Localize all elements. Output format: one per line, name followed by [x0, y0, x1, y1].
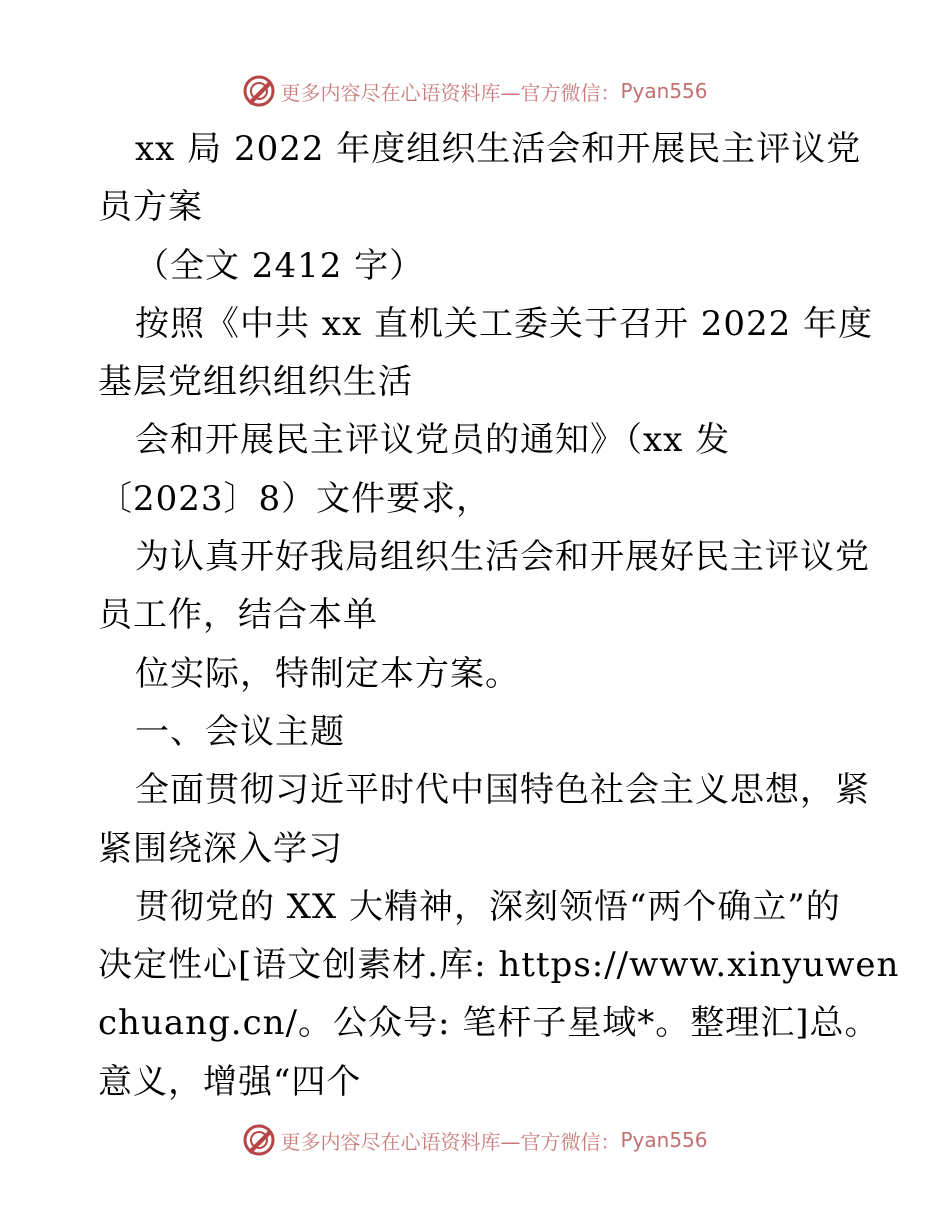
document-line: 基层党组织组织生活 [98, 362, 413, 403]
document-line: 员工作，结合本单 [98, 595, 378, 636]
document-line: 按照《中共 xx 直机关工委关于召开 2022 年度 [135, 303, 874, 344]
document-line: 意义，增强“四个 [98, 1061, 362, 1102]
document-line: （全文 2412 字） [135, 245, 425, 286]
document-line: chuang.cn/。公众号: 笔杆子星域*。整理汇]总。 [98, 1003, 880, 1044]
pen-logo-icon [242, 74, 276, 108]
document-line: xx 局 2022 年度组织生活会和开展民主评议党 [135, 129, 862, 169]
banner-wechat-id: Pyan556 [620, 1128, 708, 1152]
banner-text: 更多内容尽在心语资料库—官方微信： [280, 80, 621, 105]
section-heading: 一、会议主题 [135, 711, 345, 752]
document-line: 〔2023〕8）文件要求， [98, 478, 492, 519]
document-body [98, 120, 900, 1111]
document-line: 员方案 [98, 187, 203, 228]
document-line: 为认真开好我局组织生活会和开展好民主评议党 [135, 537, 870, 578]
document-line: 贯彻党的 XX 大精神，深刻领悟“两个确立”的 [135, 886, 841, 927]
document-line: 紧围绕深入学习 [98, 828, 343, 869]
pen-logo-icon [242, 1123, 276, 1157]
header-watermark-banner [0, 71, 950, 111]
document-line: 会和开展民主评议党员的通知》（xx 发 [135, 420, 731, 461]
banner-text: 更多内容尽在心语资料库—官方微信： [280, 1129, 621, 1154]
footer-watermark-banner [0, 1120, 950, 1160]
banner-wechat-id: Pyan556 [620, 79, 708, 103]
document-line: 位实际，特制定本方案。 [135, 653, 520, 694]
document-line: 全面贯彻习近平时代中国特色社会主义思想，紧 [135, 770, 870, 811]
document-line: 决定性心[语文创素材.库: https://www.xinyuwen [98, 945, 900, 986]
